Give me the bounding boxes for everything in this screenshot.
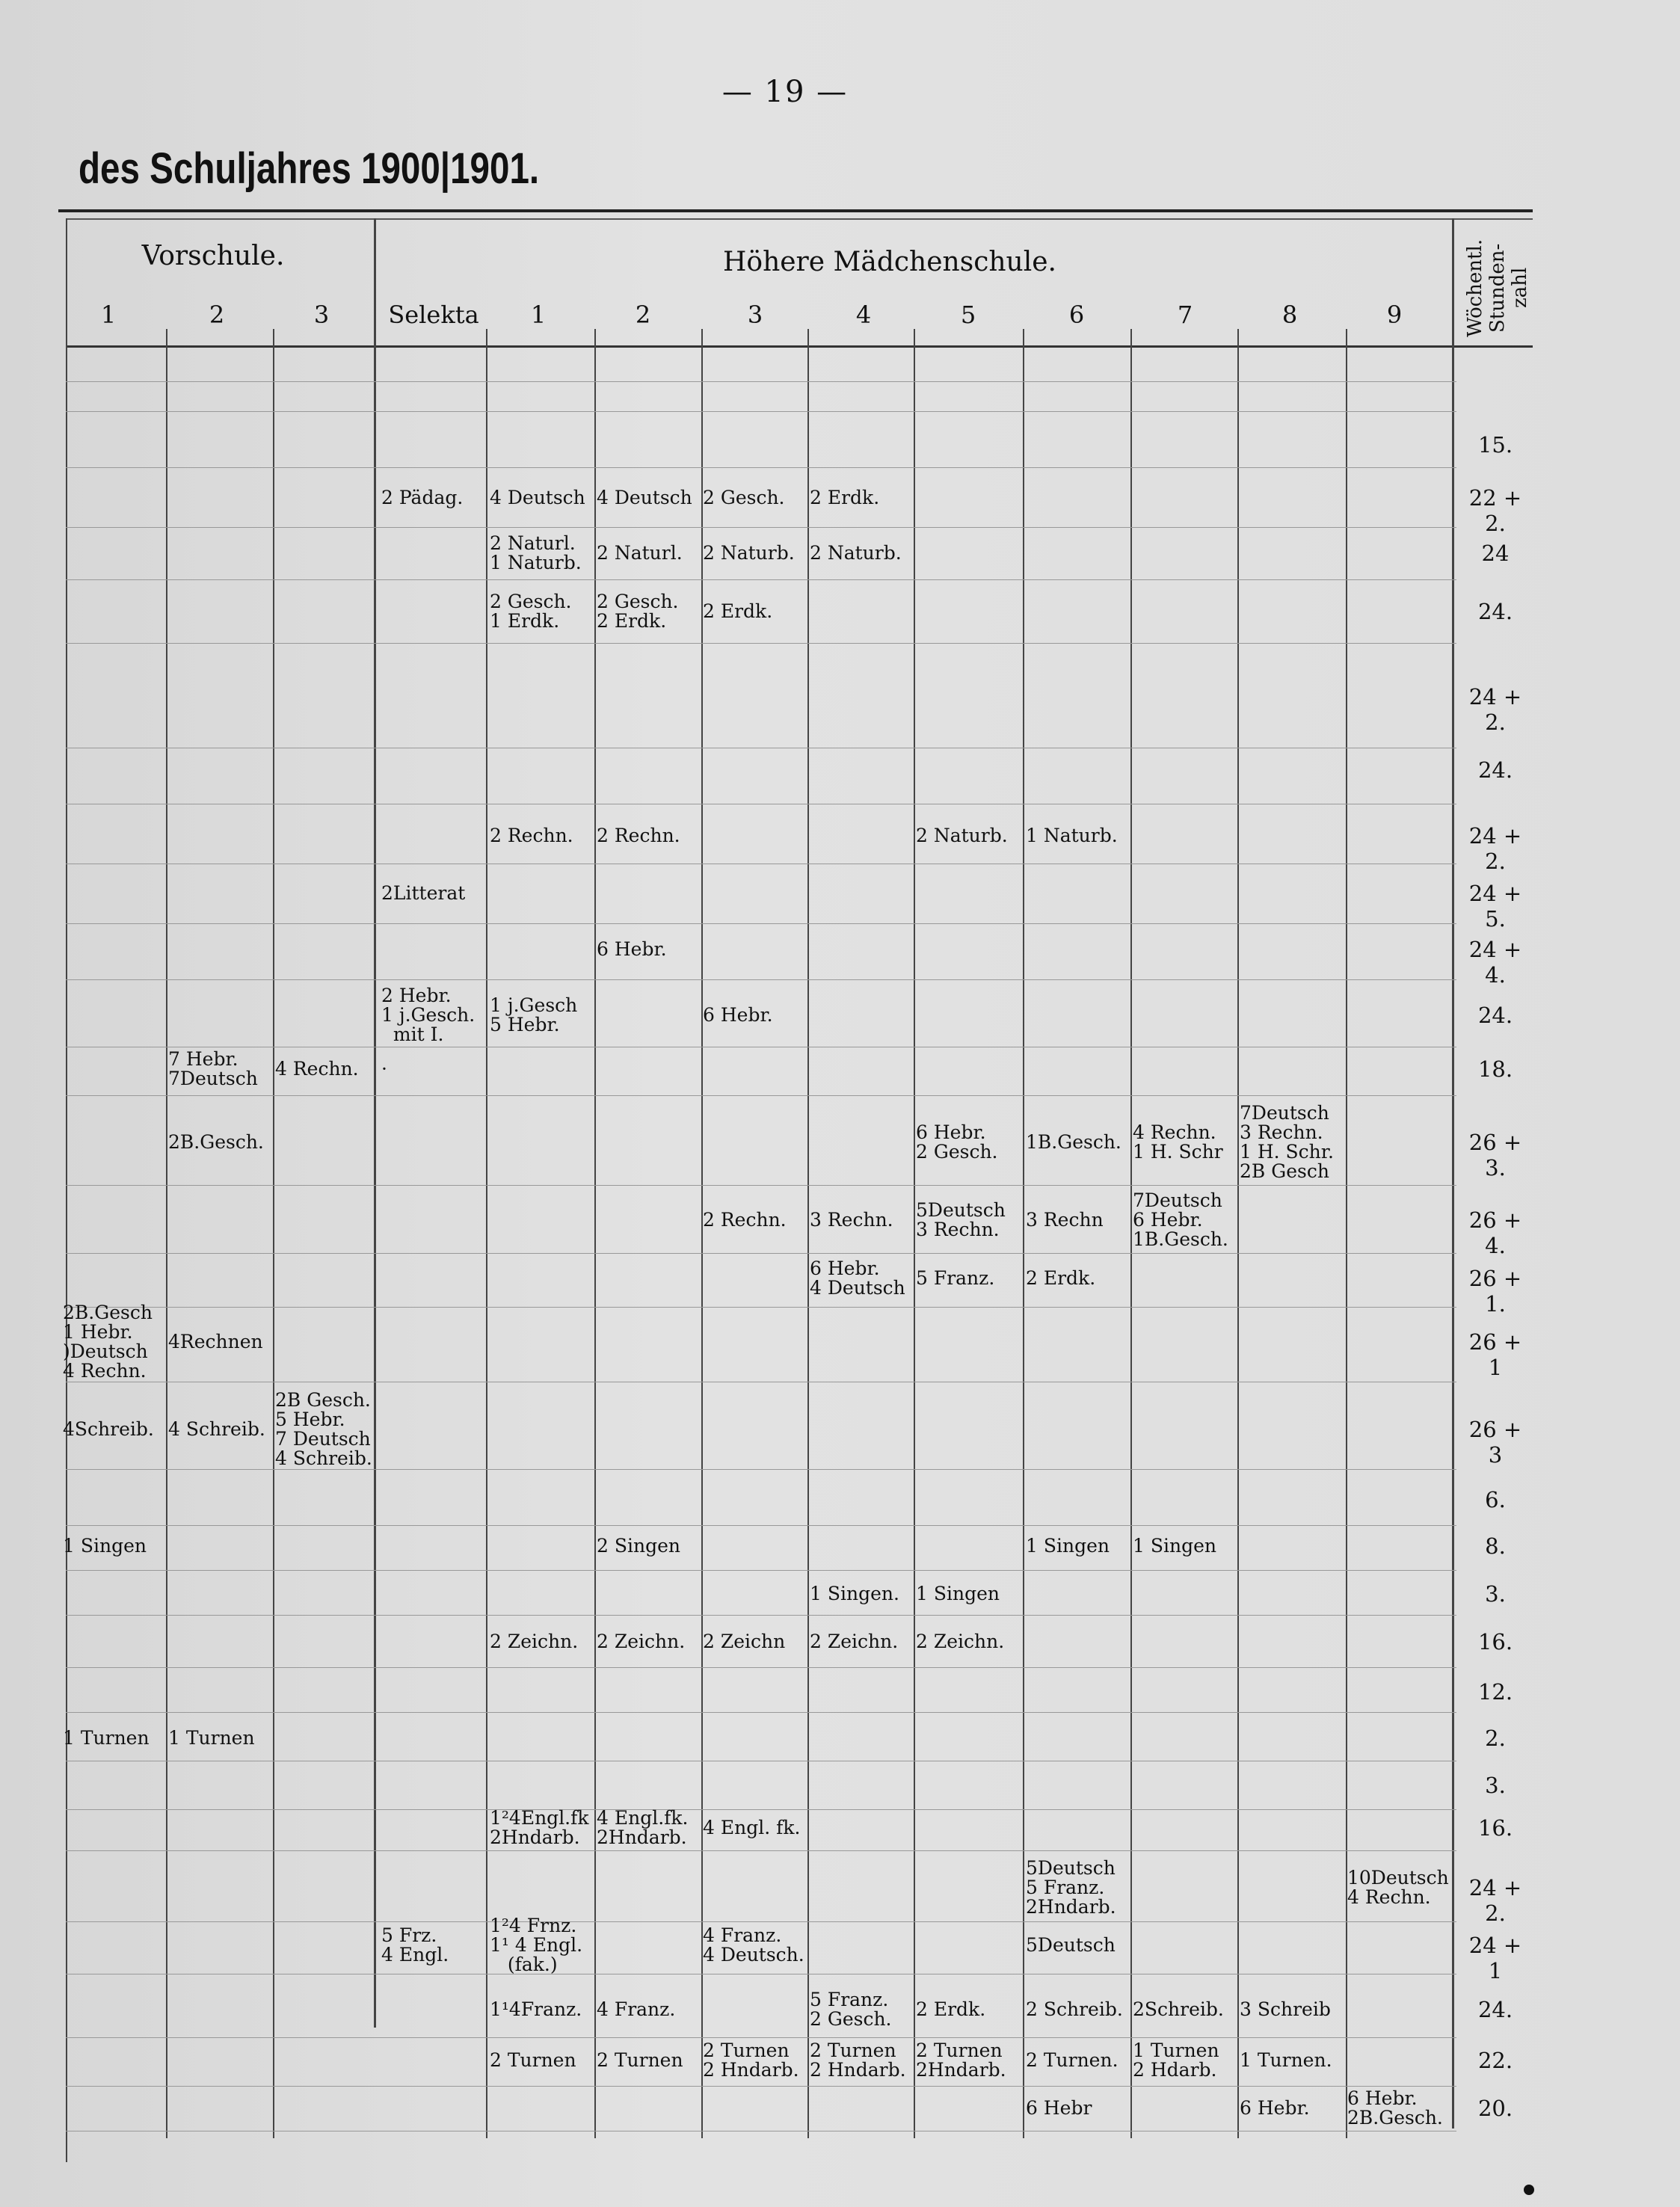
timetable-cell: 2B Gesch. 5 Hebr. 7 Deutsch 4 Schreib. [275, 1389, 372, 1469]
column-divider [807, 329, 809, 2138]
row-rule [66, 1809, 1456, 1810]
row-rule [66, 1615, 1456, 1616]
timetable-cell: 1 Turnen 2 Hdarb. [1133, 2040, 1219, 2081]
timetable-cell: 6 Hebr. [597, 938, 667, 960]
timetable-cell: 2Schreib. [1133, 1998, 1224, 2020]
timetable-cell: 4 Rechn. 1 H. Schr [1133, 1121, 1223, 1163]
weekly-hours-total: 18. [1477, 1056, 1513, 1082]
timetable-cell: 2 Zeichn. [597, 1631, 686, 1652]
timetable-cell: 2 Zeichn [703, 1631, 786, 1652]
timetable-cell: 4 Rechn. [275, 1058, 359, 1080]
row-rule [66, 979, 1456, 980]
column-divider [1023, 329, 1024, 2138]
timetable-cell: 1 Singen [1133, 1535, 1216, 1557]
timetable-cell: 2B.Gesch 1 Hebr. )Deutsch 4 Rechn. [63, 1302, 153, 1382]
timetable-cell: · [381, 1058, 387, 1080]
weekly-hours-total: 20. [1477, 2096, 1513, 2121]
weekly-hours-total: 16. [1477, 1629, 1513, 1655]
column-number-10: 7 [1177, 301, 1193, 329]
column-number-12: 9 [1386, 301, 1403, 329]
weekly-hours-total: 26 + 3 [1468, 1417, 1522, 1468]
timetable-cell: 4 Deutsch [490, 487, 585, 508]
timetable-cell: 6 Hebr. [703, 1004, 773, 1026]
timetable-cell: 4Schreib. [63, 1418, 154, 1440]
weekly-hours-total: 2. [1485, 1726, 1506, 1751]
column-number-3: Selekta [388, 301, 479, 329]
weekly-hours-total: 26 + 4. [1468, 1207, 1522, 1258]
timetable-cell: 2 Rechn. [703, 1209, 787, 1231]
row-rule [66, 1525, 1456, 1526]
column-divider [166, 329, 167, 2138]
timetable-cell: 4Rechnen [168, 1331, 263, 1352]
timetable-cell: 2 Singen [597, 1535, 680, 1557]
weekly-hours-total: 26 + 3. [1468, 1130, 1522, 1181]
row-rule [66, 1850, 1456, 1851]
timetable-cell: 2Litterat [381, 882, 466, 904]
timetable-cell: 2 Turnen 2 Hndarb. [810, 2040, 906, 2081]
timetable-cell: 2B.Gesch. [168, 1131, 264, 1153]
timetable-cell: 2 Turnen 2 Hndarb. [703, 2040, 799, 2081]
row-rule [66, 381, 1456, 382]
timetable-cell: 2 Erdk. [810, 487, 880, 508]
timetable-cell: 2 Zeichn. [916, 1631, 1005, 1652]
column-divider [374, 218, 376, 2028]
row-rule [66, 2086, 1456, 2087]
column-number-0: 1 [100, 301, 117, 329]
timetable-cell: 5 Franz. [916, 1267, 995, 1289]
column-divider [273, 329, 274, 2138]
row-rule [66, 1307, 1456, 1308]
weekly-hours-total: 24 [1481, 541, 1510, 566]
timetable-cell: 1²4 Frnz. 1¹ 4 Engl. (fak.) [490, 1915, 583, 1975]
timetable-cell: 2 Gesch. [703, 487, 785, 508]
weekly-hours-total: 6. [1485, 1487, 1506, 1512]
timetable-cell: 2 Turnen [597, 2049, 683, 2071]
timetable-cell: 2 Turnen 2Hndarb. [916, 2040, 1006, 2081]
weekly-hours-total: 26 + 1. [1468, 1266, 1522, 1317]
timetable-cell: 6 Hebr. [1240, 2097, 1310, 2119]
header-bottom-rule [66, 345, 1533, 348]
row-rule [66, 923, 1456, 924]
weekly-hours-total: 3. [1485, 1581, 1506, 1607]
timetable-cell: 6 Hebr [1026, 2097, 1092, 2119]
column-number-8: 5 [960, 301, 976, 329]
ink-dot [1524, 2185, 1534, 2195]
weekly-hours-total: 24. [1477, 757, 1513, 783]
column-divider [594, 329, 596, 2138]
timetable-cell: 1 Singen [916, 1583, 1000, 1604]
timetable-cell: 7Deutsch 6 Hebr. 1B.Gesch. [1133, 1189, 1228, 1250]
column-number-9: 6 [1068, 301, 1085, 329]
weekly-hours-total: 24 + 2. [1468, 1875, 1522, 1926]
row-rule [66, 1095, 1456, 1096]
column-number-4: 1 [530, 301, 547, 329]
timetable-cell: 1 Singen [1026, 1535, 1110, 1557]
timetable-cell: 1²4Engl.fk 2Hndarb. [490, 1807, 589, 1848]
weekly-hours-total: 15. [1477, 432, 1513, 458]
header-woechentl-stundenzahl: Wöchentl. Stunden-zahl [1464, 238, 1531, 337]
timetable-cell: 3 Schreib [1240, 1998, 1331, 2020]
timetable-cell: 1B.Gesch. [1026, 1131, 1121, 1153]
timetable-cell: 2 Turnen [490, 2049, 576, 2071]
timetable-cell: 3 Rechn. [810, 1209, 893, 1231]
timetable-cell: 2 Naturl. [597, 542, 683, 564]
timetable-cell: 5 Franz. 2 Gesch. [810, 1989, 892, 2030]
timetable-cell: 7 Hebr. 7Deutsch [168, 1048, 258, 1089]
timetable-cell: 10Deutsch 4 Rechn. [1347, 1867, 1449, 1908]
column-divider [914, 329, 915, 2138]
timetable-cell: 1 Turnen [63, 1727, 150, 1749]
weekly-hours-total: 26 + 1 [1468, 1329, 1522, 1380]
timetable-cell: 1 Turnen [168, 1727, 255, 1749]
timetable-cell: 2 Naturl. 1 Naturb. [490, 532, 582, 573]
column-number-1: 2 [209, 301, 225, 329]
page-number: — 19 — [721, 75, 849, 109]
timetable-cell: 5Deutsch 5 Franz. 2Hndarb. [1026, 1857, 1116, 1918]
weekly-hours-total: 12. [1477, 1679, 1513, 1705]
row-rule [66, 467, 1456, 468]
weekly-hours-total: 3. [1485, 1773, 1506, 1798]
timetable-cell: 2 Schreib. [1026, 1998, 1123, 2020]
timetable-cell: 1¹4Franz. [490, 1998, 582, 2020]
timetable-cell: 2 Erdk. [703, 600, 773, 622]
row-rule [66, 1667, 1456, 1668]
timetable-cell: 7Deutsch 3 Rechn. 1 H. Schr. 2B Gesch [1240, 1102, 1334, 1182]
timetable-cell: 2 Hebr. 1 j.Gesch. mit I. [381, 985, 476, 1045]
row-rule [66, 643, 1456, 644]
row-rule [66, 579, 1456, 580]
column-number-2: 3 [313, 301, 330, 329]
timetable-cell: 2 Naturb. [810, 542, 902, 564]
column-divider [66, 218, 67, 2162]
weekly-hours-total: 8. [1485, 1533, 1506, 1559]
row-rule [66, 1712, 1456, 1713]
timetable-cell: 1 j.Gesch 5 Hebr. [490, 994, 578, 1035]
timetable-cell: 4 Engl. fk. [703, 1817, 801, 1838]
timetable-cell: 1 Singen. [810, 1583, 899, 1604]
timetable-cell: 6 Hebr. 2B.Gesch. [1347, 2087, 1443, 2128]
timetable-cell: 4 Deutsch [597, 487, 692, 508]
weekly-hours-total: 22 + 2. [1468, 485, 1522, 536]
timetable-cell: 6 Hebr. 2 Gesch. [916, 1121, 998, 1163]
timetable-cell: 4 Franz. [597, 1998, 676, 2020]
timetable-cell: 2 Zeichn. [490, 1631, 579, 1652]
weekly-hours-total: 24. [1477, 1997, 1513, 2022]
timetable-cell: 2 Rechn. [597, 825, 680, 846]
timetable-cell: 4 Engl.fk. 2Hndarb. [597, 1807, 689, 1848]
timetable-cell: 2 Pädag. [381, 487, 464, 508]
timetable-cell: 2 Gesch. 1 Erdk. [490, 591, 572, 632]
column-number-7: 4 [855, 301, 872, 329]
column-number-11: 8 [1281, 301, 1298, 329]
header-hoehere-maedchenschule: Höhere Mädchenschule. [723, 247, 1056, 277]
weekly-hours-total: 24 + 5. [1468, 881, 1522, 932]
timetable-cell: 2 Erdk. [916, 1998, 986, 2020]
row-rule [66, 1570, 1456, 1571]
timetable-cell: 5Deutsch 3 Rechn. [916, 1199, 1006, 1240]
row-rule [66, 2037, 1456, 2038]
timetable-cell: 2 Rechn. [490, 825, 573, 846]
weekly-hours-total: 22. [1477, 2048, 1513, 2073]
column-divider [1130, 329, 1132, 2138]
timetable-cell: 5 Frz. 4 Engl. [381, 1924, 449, 1966]
page-title: des Schuljahres 1900|1901. [79, 144, 540, 193]
timetable-cell: 1 Turnen. [1240, 2049, 1332, 2071]
weekly-hours-total: 24. [1477, 599, 1513, 624]
weekly-hours-total: 16. [1477, 1815, 1513, 1841]
table-top-rule [58, 209, 1533, 212]
header-vorschule: Vorschule. [141, 241, 285, 271]
row-rule [66, 1469, 1456, 1470]
timetable-cell: 1 Naturb. [1026, 825, 1118, 846]
weekly-hours-total: 24 + 2. [1468, 684, 1522, 735]
timetable-cell: 3 Rechn [1026, 1209, 1104, 1231]
weekly-hours-total: 24 + 1 [1468, 1933, 1522, 1983]
timetable-cell: 2 Naturb. [916, 825, 1008, 846]
timetable-cell: 2 Turnen. [1026, 2049, 1119, 2071]
row-rule [66, 1185, 1456, 1186]
timetable-cell: 2 Erdk. [1026, 1267, 1096, 1289]
row-rule [66, 1253, 1456, 1254]
timetable-cell: 1 Singen [63, 1535, 147, 1557]
timetable-cell: 6 Hebr. 4 Deutsch [810, 1258, 905, 1299]
column-divider [486, 329, 487, 2138]
timetable-cell: 2 Naturb. [703, 542, 795, 564]
weekly-hours-total: 24 + 4. [1468, 937, 1522, 988]
column-divider [1452, 218, 1454, 2128]
weekly-hours-total: 24. [1477, 1003, 1513, 1028]
timetable-cell: 2 Gesch. 2 Erdk. [597, 591, 679, 632]
timetable-cell: 5Deutsch [1026, 1934, 1116, 1956]
column-number-5: 2 [635, 301, 651, 329]
row-rule [66, 411, 1456, 412]
timetable-cell: 4 Schreib. [168, 1418, 265, 1440]
timetable-cell: 4 Franz. 4 Deutsch. [703, 1924, 804, 1966]
timetable-cell: 2 Zeichn. [810, 1631, 899, 1652]
row-rule [66, 1921, 1456, 1922]
column-number-6: 3 [747, 301, 763, 329]
table-top-rule-thin [66, 218, 1533, 220]
column-divider [1237, 329, 1239, 2138]
weekly-hours-total: 24 + 2. [1468, 823, 1522, 874]
row-rule [66, 527, 1456, 528]
